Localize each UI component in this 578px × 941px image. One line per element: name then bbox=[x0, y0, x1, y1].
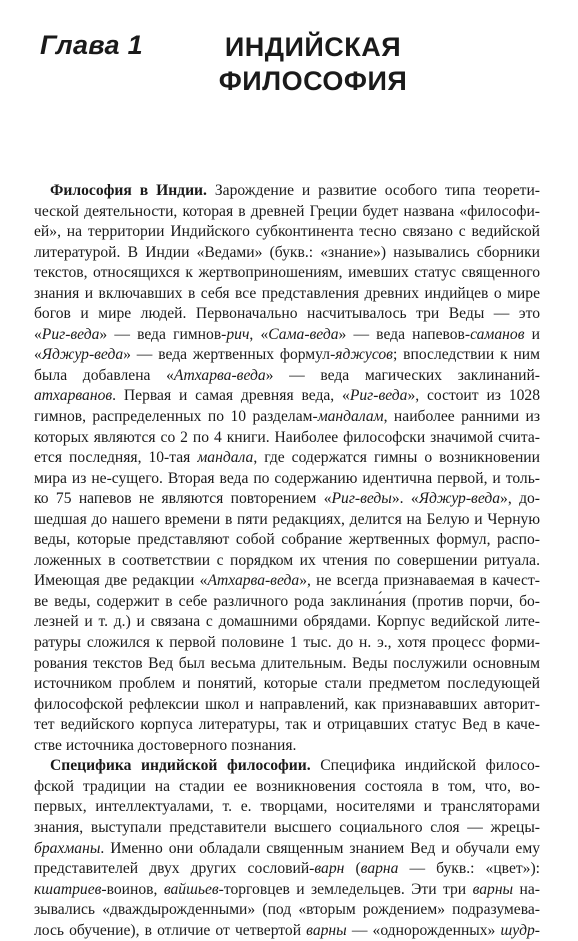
text-line bbox=[34, 304, 540, 325]
italic-term: Риг-веда bbox=[41, 325, 100, 343]
text-line bbox=[34, 222, 540, 243]
text-run: фской традиции на стадии ее возникновения состояла в том, что, во- bbox=[34, 777, 540, 795]
text-line bbox=[34, 263, 540, 284]
text-run: », состоит из 1028 bbox=[407, 387, 540, 405]
text-run: тет ведийского корпуса литературы, так и отрицавших статус Вед в каче- bbox=[34, 716, 540, 734]
text-line bbox=[34, 695, 540, 716]
text-line bbox=[34, 284, 540, 305]
text-run: « bbox=[34, 346, 42, 364]
italic-term: брахманы bbox=[34, 839, 101, 857]
text-line bbox=[34, 551, 540, 572]
italic-term: мандалам bbox=[317, 408, 384, 426]
text-run: текстов, относящихся к жертвоприношениям, имевших статус священного bbox=[34, 264, 540, 282]
text-line bbox=[34, 756, 540, 777]
text-run: Зарождение и развитие особого типа теорети- bbox=[206, 182, 540, 199]
text-line bbox=[34, 181, 540, 202]
text-line bbox=[34, 818, 540, 839]
text-line bbox=[34, 715, 540, 736]
text-run: знания и включавших в себя все представления древних индийцев о мире bbox=[34, 284, 540, 302]
italic-term: атхарванов bbox=[34, 387, 113, 405]
italic-term: варны bbox=[306, 921, 347, 939]
text-run: лось обучение), в отличие от четвертой bbox=[34, 921, 307, 939]
text-run: источником проблем и понятий, которые стали предметом последующей bbox=[34, 675, 540, 693]
italic-term: Яджур-веда bbox=[41, 346, 124, 364]
text-line bbox=[34, 202, 540, 223]
text-line bbox=[34, 243, 540, 264]
text-run: » — веда напевов- bbox=[338, 325, 471, 343]
text-line bbox=[34, 510, 540, 531]
body-text bbox=[34, 181, 540, 941]
text-line bbox=[34, 633, 540, 654]
italic-term: варна bbox=[360, 860, 399, 878]
text-run: представителей двух других сословий- bbox=[34, 860, 315, 878]
text-run: ко 75 напевов не являются повторением « bbox=[34, 490, 332, 508]
text-run: была добавлена « bbox=[34, 366, 174, 384]
text-line bbox=[34, 674, 540, 695]
italic-term: саманов bbox=[470, 325, 525, 343]
text-line bbox=[34, 571, 540, 592]
text-run: гимнов, распределенных по 10 разделам- bbox=[34, 408, 318, 426]
text-run: ется последняя, 10-тая bbox=[34, 449, 198, 467]
italic-term: варны bbox=[472, 880, 514, 898]
text-run: , наиболее ранними из bbox=[383, 408, 541, 426]
text-run: и bbox=[524, 325, 540, 343]
text-run: », до- bbox=[500, 490, 540, 508]
section-heading: Философия в Индии. bbox=[50, 182, 207, 199]
text-run: » — веда жертвенных формул- bbox=[123, 346, 336, 364]
section-heading: Специфика индийской философии. bbox=[50, 757, 311, 775]
text-line bbox=[34, 900, 540, 921]
text-run: ратуры сложился к первой половине 1 тыс. до н. э., хотя процесс форми- bbox=[34, 634, 540, 652]
italic-term: вайшьев bbox=[163, 880, 219, 898]
text-run: « bbox=[34, 325, 42, 343]
text-run: ческой деятельности, которая в древней Греции будет названа «философи- bbox=[34, 202, 540, 220]
text-run: Специфика индийской филосо- bbox=[310, 757, 540, 775]
chapter-title-line-1: ИНДИЙСКАЯ bbox=[224, 32, 402, 62]
text-run: . Первая и самая древняя веда, « bbox=[112, 387, 350, 405]
text-line bbox=[34, 592, 540, 613]
italic-term: Сама-веда bbox=[268, 325, 339, 343]
text-line bbox=[34, 654, 540, 675]
text-run: стве источника достоверного познания. bbox=[34, 736, 297, 754]
chapter-header bbox=[40, 28, 560, 98]
italic-term: рич bbox=[226, 325, 250, 343]
chapter-label: Глава 1 bbox=[40, 30, 143, 60]
text-run: рования текстов Вед был весьма длительным. Веды послужили основным bbox=[34, 654, 540, 672]
text-line bbox=[34, 612, 540, 633]
italic-term: мандала bbox=[197, 449, 254, 467]
text-run: — «однорожденных» bbox=[346, 921, 501, 939]
text-run: , где содержатся гимны о возникновении bbox=[253, 449, 540, 467]
italic-term: варн bbox=[314, 860, 345, 878]
italic-term: Риг-веды bbox=[331, 490, 392, 508]
text-line bbox=[34, 489, 540, 510]
text-run: ей», на территории Индийского субконтинента тесно связано с ведийской bbox=[34, 223, 540, 241]
text-run: ( bbox=[344, 860, 361, 878]
italic-term: яджусов bbox=[335, 346, 393, 364]
text-line bbox=[34, 428, 540, 449]
text-run: веды, которые представляют собой собрание жертвенных формул, распо- bbox=[34, 531, 540, 549]
text-line bbox=[34, 407, 540, 428]
text-line bbox=[34, 448, 540, 469]
text-run: лезней и т. д.) и связана с домашними обрядами. Корпус ведийской лите- bbox=[34, 613, 540, 631]
text-run: » — веда гимнов- bbox=[99, 325, 227, 343]
text-run: шедшая до нашего времени в пяти редакциях, делится на Белую и Черную bbox=[34, 510, 540, 528]
italic-term: шудр- bbox=[500, 921, 540, 939]
text-line bbox=[34, 797, 540, 818]
text-line bbox=[34, 325, 540, 346]
text-line bbox=[34, 736, 540, 757]
text-run: знания, выступали представители высшего социального слоя — жрецы- bbox=[34, 818, 540, 836]
text-run: -воинов, bbox=[101, 880, 164, 898]
text-run: первых, интеллектуалами, т. е. творцами, носителями и трансляторами bbox=[34, 798, 540, 816]
text-run: на- bbox=[513, 880, 540, 898]
text-run: ». « bbox=[391, 490, 419, 508]
chapter-title-line-2: ФИЛОСОФИЯ bbox=[218, 66, 408, 96]
text-run: », не всегда признаваемая в качест- bbox=[299, 572, 540, 590]
italic-term: Атхарва-веда bbox=[207, 572, 300, 590]
text-line bbox=[34, 530, 540, 551]
text-run: . Именно они обладали священным знанием Вед и обучали ему bbox=[100, 839, 540, 857]
text-line bbox=[34, 777, 540, 798]
text-run: — букв.: «цвет»): bbox=[398, 860, 541, 878]
text-run: зывались «дваждырожденными» (под «вторым рождением» подразумева- bbox=[34, 901, 540, 919]
italic-term: Риг-веда bbox=[349, 387, 408, 405]
text-line bbox=[34, 859, 540, 880]
italic-term: кшатриев bbox=[34, 880, 102, 898]
italic-term: Атхарва-веда bbox=[173, 366, 266, 384]
text-run: литературой. В Индии «Ведами» (букв.: «знание») назывались сборники bbox=[34, 243, 540, 261]
italic-term: Яджур-веда bbox=[418, 490, 501, 508]
text-run: ; впоследствии к ним bbox=[392, 346, 541, 364]
text-line bbox=[34, 386, 540, 407]
text-run: -торговцев и земледельцев. Эти три bbox=[218, 880, 473, 898]
text-line bbox=[34, 880, 540, 901]
text-line bbox=[34, 469, 540, 490]
text-line bbox=[34, 345, 540, 366]
text-run: » — веда магических заклинаний- bbox=[265, 366, 540, 384]
text-run: , « bbox=[249, 325, 269, 343]
chapter-title bbox=[198, 30, 428, 98]
text-run: ве веды, содержит в себе различного рода заклина́ния (против порчи, бо- bbox=[34, 592, 540, 610]
text-run: философской рефлексии школ и направлений, как признававших авторит- bbox=[34, 695, 540, 713]
text-line bbox=[34, 839, 540, 860]
text-line bbox=[34, 366, 540, 387]
text-run: которых являются со 2 по 4 книги. Наиболее философски значимой счита- bbox=[34, 428, 540, 446]
text-run: Имеющая две редакции « bbox=[34, 572, 208, 590]
text-run: богов и мире людей. Первоначально насчитывалось три Веды — это bbox=[34, 305, 540, 323]
text-line bbox=[34, 921, 540, 941]
text-run: ложенных в соответствии с порядком их чтения по совершении ритуала. bbox=[34, 551, 540, 569]
text-run: мира из не-сущего. Вторая веда по содержанию идентична первой, и толь- bbox=[34, 469, 540, 487]
